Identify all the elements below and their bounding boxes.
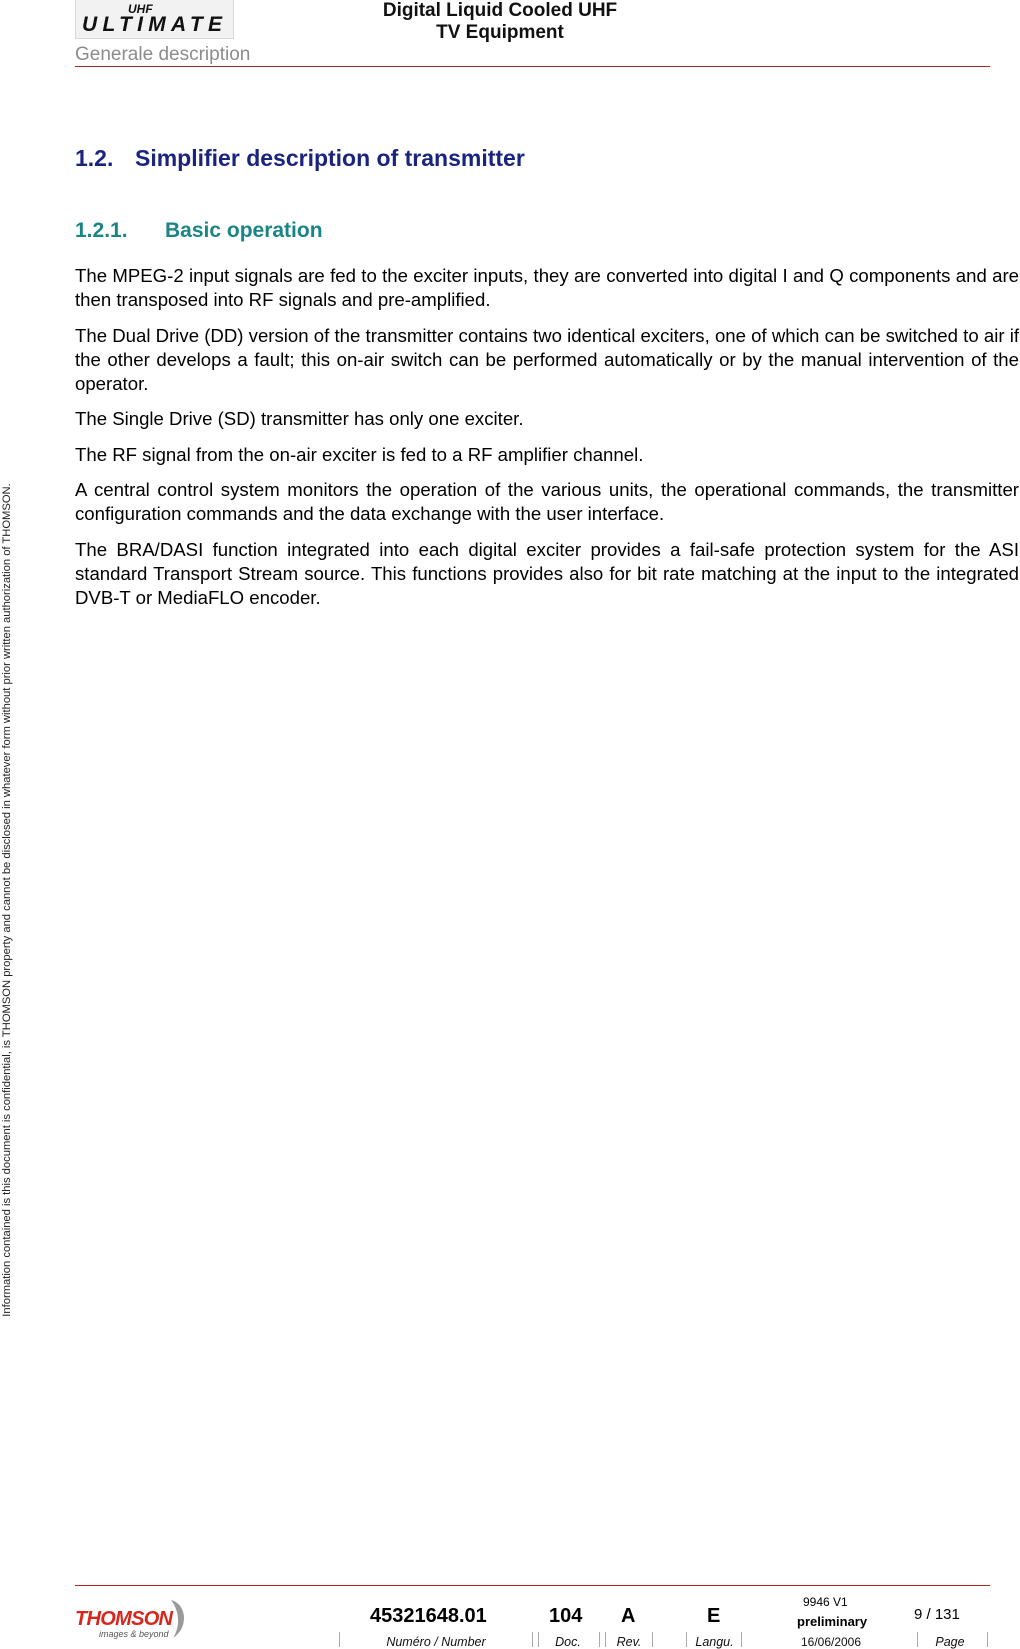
subsection-title: Basic operation <box>165 219 323 242</box>
logo-ultimate-text: ULTIMATE <box>82 13 222 36</box>
doc-code: 104 <box>549 1605 583 1627</box>
label-number: Numéro / Number <box>386 1635 486 1649</box>
footer-separator <box>599 1632 600 1647</box>
section-label: Generale description <box>75 44 251 65</box>
paragraph: The RF signal from the on-air exciter is fed to a RF amplifier channel. <box>75 443 644 465</box>
paragraph: The BRA/DASI function integrated into each digital exciter provides a fail-safe protection system for the ASI standard Transport Stream source. This functions provides also for bit rate matching at the input to the integrated DVB-T or MediaFLO encoder. <box>75 538 1019 608</box>
subsection-heading <box>75 219 323 243</box>
footer-separator <box>686 1632 687 1647</box>
label-lang: Langu. <box>695 1635 734 1649</box>
confidentiality-notice: Information contained is this document is confidential, is THOMSON property and cannot be disclosed in whatever form without prior written authorization of THOMSON. <box>1 483 13 1317</box>
section-number: 1.2. <box>75 145 114 171</box>
paragraph: The MPEG-2 input signals are fed to the exciter inputs, they are converted into digital I and Q components and are then transposed into RF signals and pre-amplified. <box>75 265 1019 310</box>
section-title: Simplifier description of transmitter <box>135 145 525 171</box>
header-divider <box>75 66 990 67</box>
document-date: 16/06/2006 <box>800 1635 862 1649</box>
footer-separator <box>917 1632 918 1647</box>
document-title <box>380 0 620 44</box>
footer-divider <box>75 1585 990 1586</box>
paragraph: A central control system monitors the operation of the various units, the operational commands, the transmitter configuration commands and the data exchange with the user interface. <box>75 479 1019 524</box>
title-line-1: Digital Liquid Cooled UHF <box>382 0 618 21</box>
footer-separator <box>652 1632 653 1647</box>
footer-separator <box>339 1632 340 1647</box>
footer-separator <box>741 1632 742 1647</box>
label-doc: Doc. <box>555 1635 581 1649</box>
label-rev: Rev. <box>616 1635 642 1649</box>
footer-separator <box>987 1632 988 1647</box>
label-page: Page <box>935 1635 965 1649</box>
footer-separator <box>538 1632 539 1647</box>
title-line-2: TV Equipment <box>436 22 564 43</box>
footer-separator <box>605 1632 606 1647</box>
status: preliminary <box>797 1614 868 1629</box>
footer-separator <box>532 1632 533 1647</box>
version: 9946 V1 <box>803 1595 848 1609</box>
thomson-logo <box>75 1592 195 1642</box>
section-heading <box>75 145 525 172</box>
paragraph: The Single Drive (SD) transmitter has only one exciter. <box>75 408 524 429</box>
language: E <box>707 1605 721 1627</box>
body-text <box>75 264 1019 621</box>
thomson-tagline: images & beyond <box>99 1629 169 1639</box>
logo-uhf-text: UHF <box>128 2 153 16</box>
ultimate-logo <box>75 0 234 39</box>
revision: A <box>621 1605 636 1627</box>
page-counter: 9 / 131 <box>914 1606 960 1623</box>
paragraph: The Dual Drive (DD) version of the transmitter contains two identical exciters, one of which can be switched to air if the other develops a fault; this on-air switch can be performed automatically or by the manual intervention of the operator. <box>75 324 1019 394</box>
document-number: 45321648.01 <box>370 1605 487 1627</box>
subsection-number: 1.2.1. <box>75 219 128 242</box>
thomson-logo-text: THOMSON <box>75 1608 173 1630</box>
